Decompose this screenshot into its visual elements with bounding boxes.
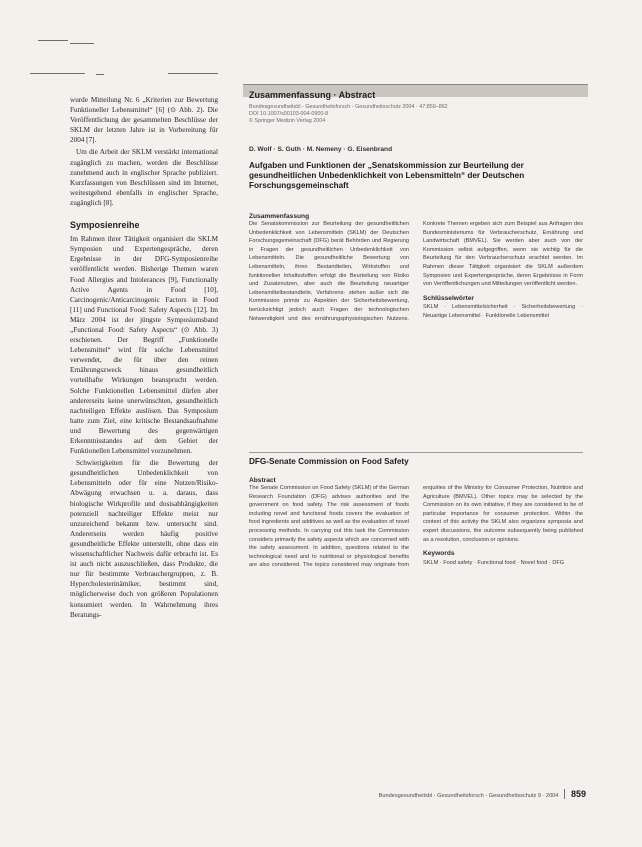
zusammenfassung-body bbox=[249, 220, 583, 323]
abstract-body bbox=[249, 484, 583, 570]
section-heading: Symposienreihe bbox=[70, 220, 140, 231]
meta-line: Bundesgesundheitsbl - Gesundheitsforsch - Gesundheitsschutz 2004 · 47:859–862 bbox=[249, 104, 448, 110]
page-number: 859 bbox=[564, 789, 586, 799]
scan-artifact bbox=[38, 40, 68, 41]
page-footer bbox=[290, 789, 586, 799]
abstract-section bbox=[249, 477, 583, 570]
body-paragraph: Schwierigkeiten für die Bewertung der gesundheitlichen Unbedenklichkeit von Lebensmitteln oder für eine Nutzen/Risiko-Abwägung erwachsen u. a. daraus, dass biologische Wirkprofile und dosisabhängigkeiten potenziell nachteiliger Effekte meist nur unzureichend bekannt bzw. untersucht sind. Andererseits werden häufig positive gesundheitliche Effekte unterstellt, ohne dass ein wissenschaftlicher Nachweis dafür erbracht ist. Es ist auch nicht auszuschließen, dass Produkte, die nur für bestimmte Verbrauchergruppen, z. B. Hypercholesterinämiker, bestimmt sind, möglicherweise doch von größeren Populationen konsumiert werden. In Wahrnehmung ihres Beratungs- bbox=[70, 459, 218, 619]
body-paragraph: wurde Mitteilung Nr. 6 „Kriterien zur Bewertung Funktioneller Lebensmittel“ [6] (⊙ Abb. 2). Die Veröffentlichung der gesammelten Beschlüsse der SKLM der letzten Jahre ist in Vorbereitung für 2004 [7]. bbox=[70, 96, 218, 145]
article-authors: D. Wolf · S. Guth · M. Nemeny · G. Eisenbrand bbox=[249, 146, 393, 153]
section-heading: Abstract bbox=[249, 477, 276, 484]
keywords-block bbox=[423, 550, 583, 567]
band-label: Zusammenfassung · Abstract bbox=[249, 90, 376, 100]
keywords-heading: Keywords bbox=[423, 550, 455, 558]
zusammenfassung-text: Die Senatskommission zur Beurteilung der gesundheitlichen Unbedenklichkeit von Lebensmitteln (SKLM) der Deutschen Forschungsgemeinschaft (DFG) berät Behörden und Regierung in Fragen der gesundheitlichen Unbedenklichkeit von Lebensmitteln. Die gesundheitliche Bewertung von Lebensmitteln, ihren Bestandteilen, Wirkstoffen und funktionellen Inhaltsstoffen erfolgt die Beurteilung von Risiko und Zusatznutzen, aber auch die Beurteilung neuartiger Lebensmittelbestandteile, Verfahrens- stehen außer sich die Kommission primär zu Aspekten der Sicherheitsbewertung, berücksichtigt jedoch auch Fragen der technologischen Notwendigkeit und des ernährungsphysiologischen Nutzens. Konkrete Themen ergeben sich zum Beispiel aus Anfragen des Bundesministeriums für Verbraucherschutz, Ernährung und Landwirtschaft (BMVEL). Sie werden aber auch von der Kommission selbst aufgegriffen, wenn sie wichtig für die Beurteilung für den Verbraucherschutz erachtet werden. Im Rahmen dieser Tätigkeit organisiert die SKLM außerdem Symposien und Expertengespräche, deren Ergebnisse in Form von Veröffentlichungen und Mitteilungen veröffentlicht werden. bbox=[249, 221, 583, 322]
scan-artifact bbox=[96, 74, 104, 75]
body-paragraph: Im Rahmen ihrer Tätigkeit organisiert die SKLM Symposien und Expertengespräche, deren Ergebnisse in der DFG-Symposienreihe veröffentlicht werden. Bisherige Themen waren Food Allergies and Intolerances [9], Functionally Active Agents in Food [10], Carcinogenic/Anticarcinogenic Factors in Food [11] und Functional Food: Safety Aspects [12]. Im März 2004 ist der jüngste Symposiumsband „Functional Food: Safety Aspects“ (⊙ Abb. 3) erschienen. Der Begriff „Funktionelle Lebensmittel“ wird für solche Lebensmittel verwendet, die für über den reinen Ernährungszweck hinaus gesundheitlich vorteilhafte Wirkungen beansprucht werden. Solche Funktionellen Lebensmittel dürfen aber andererseits keine unerwünschten, gesundheitlich nachteiligen Effekte auslösen. Das Symposium hatte zum Ziel, eine kritische Bestandsaufnahme und Bewertung des gegenwärtigen Erkenntnisstandes auf dem Gebiet der Funktionellen Lebensmittel vorzunehmen. bbox=[70, 235, 218, 456]
keywords-text: SKLM · Food safety · Functional food · Novel food · DFG bbox=[423, 559, 565, 566]
scan-artifact bbox=[30, 73, 85, 74]
meta-line: © Springer Medizin Verlag 2004 bbox=[249, 118, 326, 125]
scan-artifact bbox=[70, 43, 94, 44]
keywords-text: SKLM · Lebensmittelsicherheit · Sicherheitsbewertung · Neuartige Lebensmittel · Funktionelle Lebensmittel bbox=[423, 304, 583, 319]
journal-name: Bundesgesundheitsbl - Gesundheitsforsch - Gesundheitsschutz 9 · 2004 bbox=[378, 793, 559, 799]
meta-line: DOI 10.1007/s00103-004-0900-8 bbox=[249, 111, 329, 118]
english-title: DFG-Senate Commission on Food Safety bbox=[249, 452, 583, 466]
section-band bbox=[243, 84, 588, 100]
abstract-text: The Senate Commission on Food Safety (SKLM) of the German Research Foundation (DFG) advises authorities and the government on food safety. The risk assessment of foods including novel and functional foods covers the evaluation of food ingredients and additives as well as the evaluation of novel processing methods. In carrying out this task the Commission considers primarily the safety aspects which are concerned with the safety assessment. In addition, questions related to the technological need and to nutritional or physiological benefits are also considered. The topics considered may originate from enquiries of the Ministry for Consumer Protection, Nutrition and Agriculture (BMVEL). Other topics may be selected by the Commission on its own initiative, if they are considered to be of particular importance for consumer protection. Within the context of this activity the SKLM also organizes symposia and expert discussions, the outcome subsequently being published as a resolution, conclusion or opinions. bbox=[249, 485, 583, 569]
scan-artifact bbox=[168, 73, 218, 74]
left-column bbox=[70, 95, 218, 622]
zusammenfassung-section bbox=[249, 213, 583, 323]
section-heading: Zusammenfassung bbox=[249, 213, 310, 220]
article-meta bbox=[249, 104, 583, 126]
body-paragraph: Um die Arbeit der SKLM verstärkt international zugänglich zu machen, werden die Beschlüsse zunehmend auch in englischer Sprache publiziert. Kurzfassungen von Beschlüssen sind im Internet, weitestgehend ebenfalls in englischer Sprache, zugänglich [8]. bbox=[70, 148, 218, 207]
article-title: Aufgaben und Funktionen der „Senatskommission zur Beurteilung der gesundheitlichen Unbedenklichkeit von Lebensmitteln“ der Deutschen Forschungsgemeinschaft bbox=[249, 161, 525, 190]
keywords-block bbox=[423, 295, 583, 321]
keywords-heading: Schlüsselwörter bbox=[423, 294, 474, 302]
